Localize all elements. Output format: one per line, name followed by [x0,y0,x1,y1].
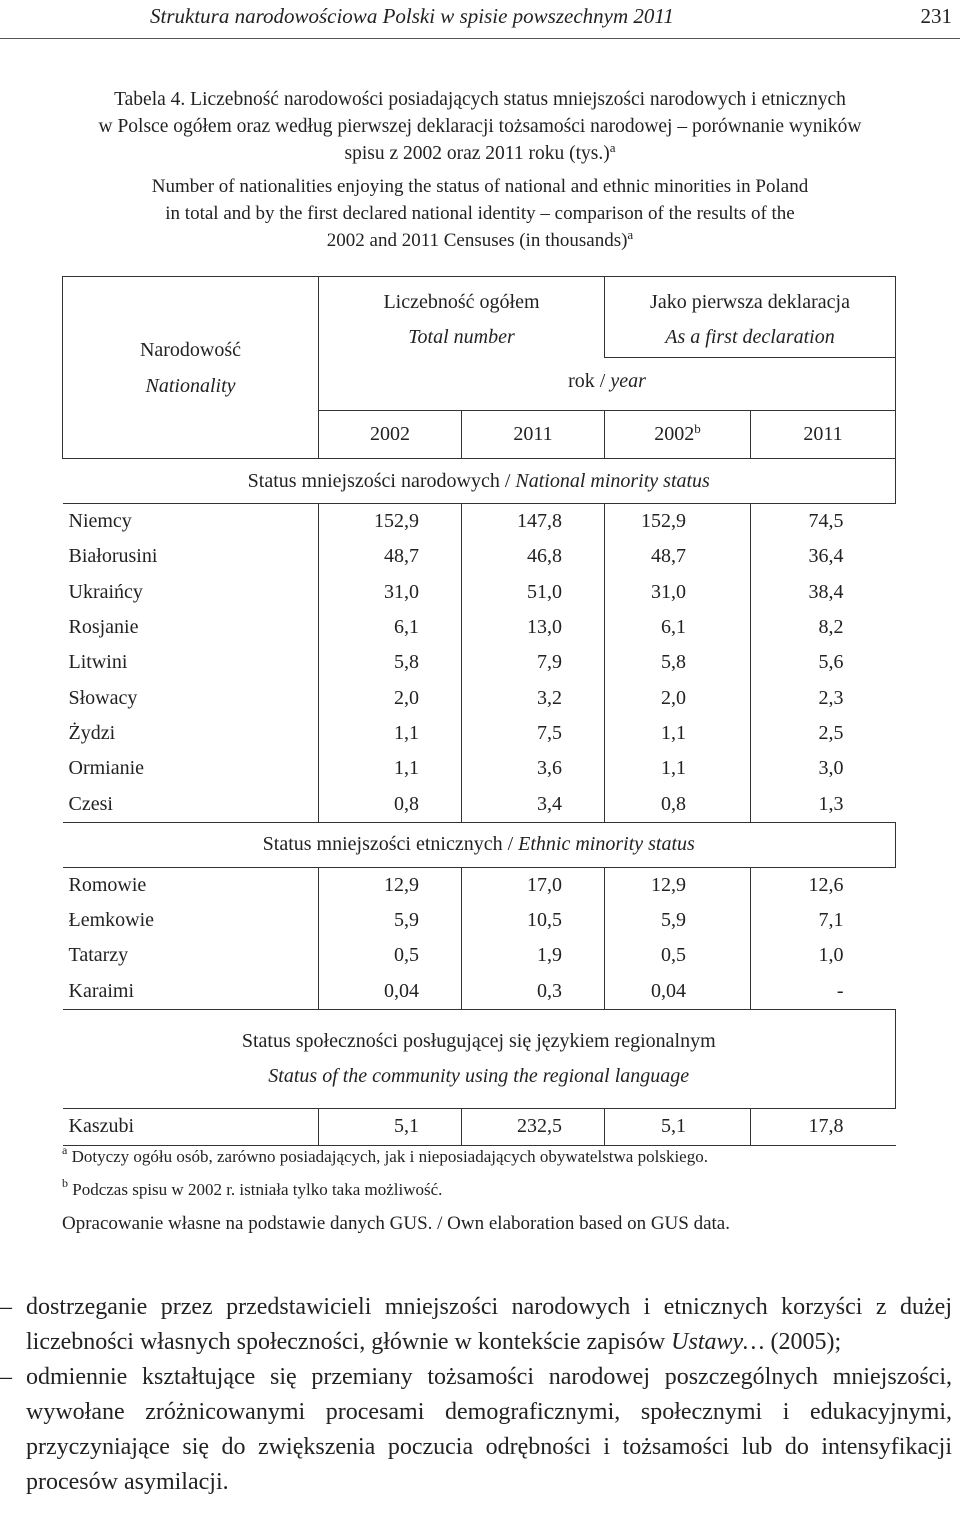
value-cell: 38,4 [751,575,896,610]
footnote-a-mark: a [62,1143,68,1157]
table-row [63,751,896,786]
bullet-1-italic: Ustawy… [671,1329,765,1355]
table-row [63,504,896,540]
section-ethnic-row [63,822,896,867]
footnote-b-mark: b [62,1176,68,1190]
table-row [63,575,896,610]
nationality-cell: Słowacy [68,686,138,709]
caption-pl-line-3 [0,140,960,167]
value-cell: - [751,974,896,1010]
value-cell: 31,0 [319,575,462,610]
value-cell: 1,3 [751,786,896,822]
section-national-en: National minority status [515,469,710,492]
nationality-cell: Ukraińcy [68,580,143,603]
table-row [63,716,896,751]
nationality-cell: Ormianie [68,757,145,780]
value-cell: 0,8 [605,786,751,822]
caption-pl-line-1: Tabela 4. Liczebność narodowości posiadających status mniejszości narodowych i etnicznych [114,89,846,110]
bullet-1-text: dostrzeganie przez przedstawicieli mniejszości narodowych i etnicznych korzyści z dużej liczebności własnych społeczności, głównie w kontekście zapisów [26,1294,952,1355]
value-cell: 12,6 [751,867,896,903]
caption-en-line-1: Number of nationalities enjoying the status of national and ethnic minorities in Poland [151,176,809,197]
value-cell: 74,5 [751,504,896,540]
year-2011-total: 2011 [462,411,605,459]
nationality-cell: Białorusini [68,545,158,568]
value-cell: 0,3 [462,974,605,1010]
year-header-en: year [610,370,646,392]
value-cell: 0,5 [605,938,751,973]
table-row [63,938,896,973]
value-cell: 12,9 [319,867,462,903]
year-2002-first [605,411,751,459]
nationality-cell: Łemkowie [68,909,155,932]
value-cell: 8,2 [751,610,896,645]
column-group-total-pl: Liczebność ogółem [383,291,540,313]
value-cell: 3,2 [462,680,605,715]
bullet-1-tail: (2005); [764,1329,842,1355]
value-cell: 2,0 [605,680,751,715]
footnote-marker: b [694,421,701,436]
value-cell: 1,0 [751,938,896,973]
source-note: Opracowanie własne na podstawie danych GUS. / Own elaboration based on GUS data. [62,1213,730,1234]
value-cell: 1,1 [319,751,462,786]
table-row [63,974,896,1010]
page-number: 231 [920,4,952,28]
value-cell: 5,1 [319,1108,462,1145]
value-cell: 13,0 [462,610,605,645]
body-text [0,1290,952,1500]
value-cell: 48,7 [319,539,462,574]
table-row [63,680,896,715]
table-caption-polish [0,86,960,167]
table-caption-english [0,173,960,254]
value-cell: 36,4 [751,539,896,574]
footnote-marker: a [627,227,634,242]
value-cell: 1,1 [605,751,751,786]
value-cell: 17,8 [751,1108,896,1145]
year-2011-first: 2011 [751,411,896,459]
value-cell: 0,04 [319,974,462,1010]
nationality-cell: Romowie [68,873,147,896]
footnote-b-text: Podczas spisu w 2002 r. istniała tylko taka możliwość. [72,1180,443,1199]
value-cell: 51,0 [462,575,605,610]
column-header-nationality-en: Nationality [145,374,236,397]
nationality-cell: Kaszubi [63,1108,319,1145]
bullet-item-2 [0,1360,952,1500]
footnote-a [62,1140,942,1173]
column-group-first-declaration [605,277,896,358]
minorities-table [62,276,896,1146]
value-cell: 1,1 [319,716,462,751]
running-header [0,0,960,39]
value-cell: 31,0 [605,575,751,610]
table-row [63,610,896,645]
value-cell: 152,9 [605,504,751,540]
value-cell: 5,9 [605,903,751,938]
section-regional-language [63,1009,896,1108]
value-cell: 3,4 [462,786,605,822]
value-cell: 5,9 [319,903,462,938]
section-regional-pl: Status społeczności posługującej się językiem regionalnym [241,1029,716,1052]
nationality-cell: Litwini [68,651,128,674]
value-cell: 147,8 [462,504,605,540]
value-cell: 7,9 [462,645,605,680]
nationality-cell: Karaimi [63,974,319,1010]
section-ethnic-minorities [63,822,896,867]
value-cell: 1,9 [462,938,605,973]
value-cell: 10,5 [462,903,605,938]
value-cell: 7,5 [462,716,605,751]
section-regional-en: Status of the community using the regional language [268,1064,690,1087]
bullet-2-text: odmiennie kształtujące się przemiany tożsamości narodowej poszczególnych mniejszości, wywołane zróżnicowanymi procesami demograficznymi, społecznymi i edukacyjnymi, przyczyniające się do zwiększenia poczucia odrębności i tożsamości lub do intensyfikacji procesów asymilacji. [26,1364,952,1495]
value-cell: 2,5 [751,716,896,751]
footnote-a-text: Dotyczy ogółu osób, zarówno posiadających, jak i nieposiadających obywatelstwa polskiego. [71,1147,708,1166]
running-title: Struktura narodowościowa Polski w spisie powszechnym 2011 [150,4,674,28]
caption-pl-line-3-text: spisu z 2002 oraz 2011 roku (tys.) [344,143,610,164]
table-row [63,903,896,938]
section-national-minorities [63,459,896,504]
column-group-first-pl: Jako pierwsza deklaracja [650,291,850,313]
nationality-cell: Niemcy [68,510,132,533]
value-cell: 6,1 [605,610,751,645]
value-cell: 48,7 [605,539,751,574]
bullet-dash: – [0,1364,12,1390]
value-cell: 0,8 [319,786,462,822]
caption-en-line-3 [0,227,960,254]
caption-en-line-3-text: 2002 and 2011 Censuses (in thousands) [326,230,628,251]
year-header-pl: rok / [568,370,611,392]
column-group-total-en: Total number [408,326,515,348]
section-ethnic-en: Ethnic minority status [518,833,695,856]
caption-pl-line-2: w Polsce ogółem oraz według pierwszej deklaracji tożsamości narodowej – porównanie wyników [98,116,862,137]
caption-en-line-2: in total and by the first declared national identity – comparison of the results of the [165,203,795,224]
value-cell: 5,1 [605,1108,751,1145]
section-national-pl: Status mniejszości narodowych / [247,469,516,492]
value-cell: 232,5 [462,1108,605,1145]
section-regional-row [63,1009,896,1108]
value-cell: 2,3 [751,680,896,715]
value-cell: 3,6 [462,751,605,786]
value-cell: 5,8 [605,645,751,680]
column-group-first-en: As a first declaration [665,326,835,348]
value-cell: 3,0 [751,751,896,786]
value-cell: 5,6 [751,645,896,680]
nationality-cell: Czesi [63,786,319,822]
value-cell: 152,9 [319,504,462,540]
nationality-cell: Rosjanie [68,616,139,639]
value-cell: 46,8 [462,539,605,574]
table-row [63,786,896,822]
table-row [63,539,896,574]
year-header [319,358,896,411]
table-row [63,867,896,903]
bullet-item-1 [0,1290,952,1360]
value-cell: 5,8 [319,645,462,680]
table-row [63,645,896,680]
value-cell: 12,9 [605,867,751,903]
column-header-nationality-pl: Narodowość [139,338,242,361]
year-2002-first-text: 2002 [654,423,695,445]
year-2002-total: 2002 [319,411,462,459]
bullet-dash: – [0,1294,12,1320]
value-cell: 7,1 [751,903,896,938]
value-cell: 17,0 [462,867,605,903]
table-notes [62,1140,942,1241]
value-cell: 6,1 [319,610,462,645]
section-ethnic-pl: Status mniejszości etnicznych / [262,833,519,856]
column-header-nationality [63,277,319,459]
footnote-b [62,1173,942,1206]
section-national-row [63,459,896,504]
footnote-marker: a [609,140,616,155]
value-cell: 0,04 [605,974,751,1010]
column-group-total [319,277,605,358]
nationality-cell: Tatarzy [68,944,129,967]
value-cell: 0,5 [319,938,462,973]
value-cell: 2,0 [319,680,462,715]
nationality-cell: Żydzi [68,721,116,744]
value-cell: 1,1 [605,716,751,751]
